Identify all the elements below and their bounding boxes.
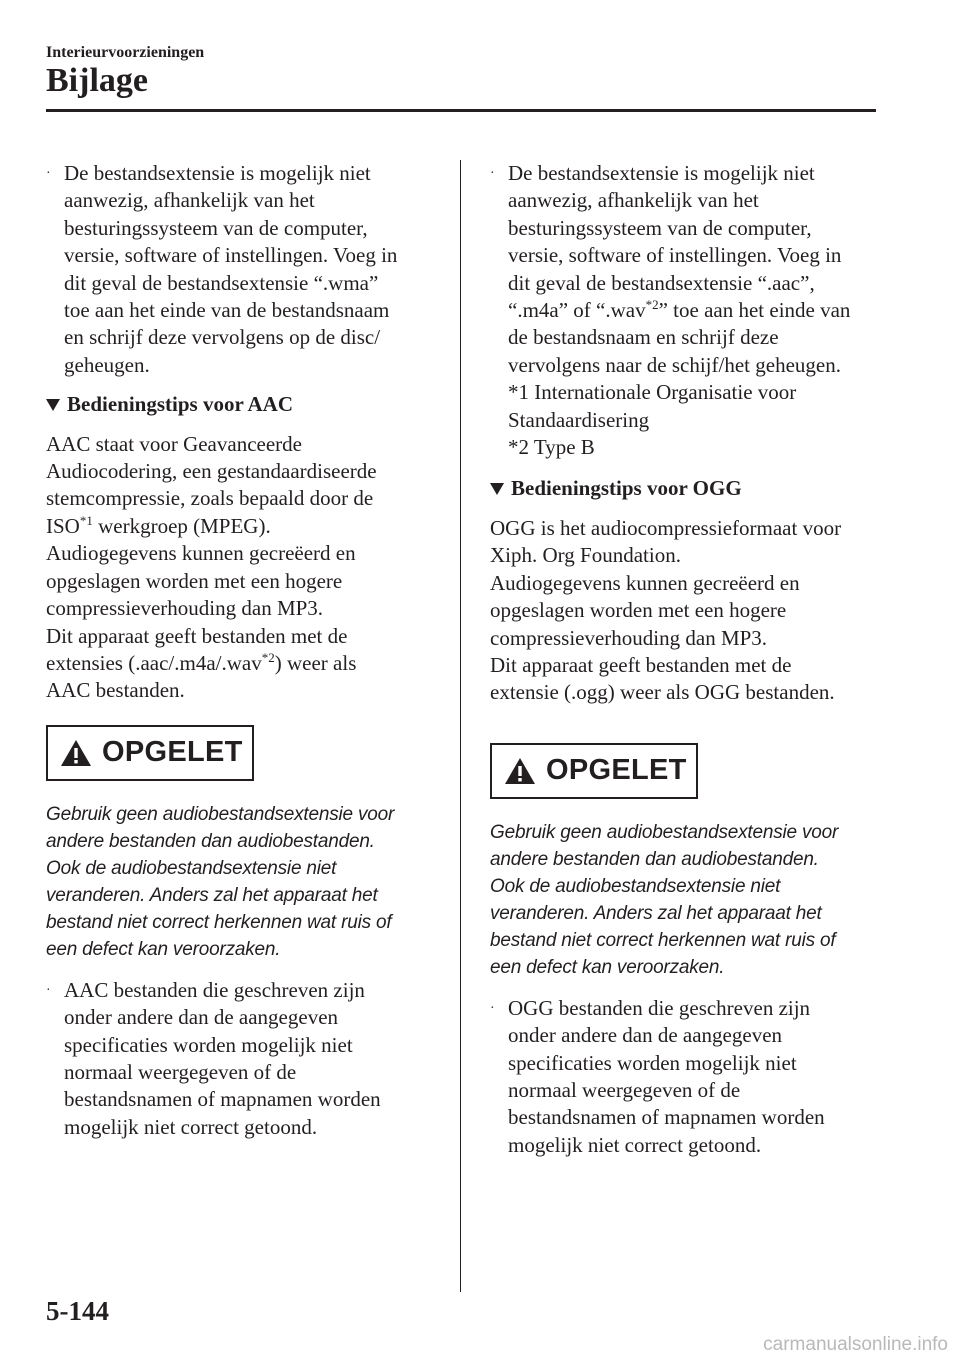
text-line: Gebruik geen audiobestandsextensie voor (46, 803, 395, 825)
text-line: Audiogegevens kunnen gecreëerd en (490, 570, 800, 595)
triangle-down-icon (46, 399, 60, 411)
caution-box-wrapper (490, 743, 875, 799)
caution-label: OPGELET (102, 736, 243, 769)
right-column (490, 160, 875, 1159)
text-line: andere bestanden dan audiobestanden. (490, 848, 819, 870)
text-span: “.m4a” of “.wav (508, 298, 646, 323)
text-line: besturingssysteem van de computer, (508, 215, 812, 240)
text-line (508, 297, 875, 324)
caution-label: OPGELET (546, 754, 687, 787)
text-line: De bestandsextensie is mogelijk niet (64, 161, 371, 185)
bullet-dot: · (46, 166, 51, 181)
text-line: dit geval de bestandsextensie “.aac”, (508, 270, 815, 295)
text-line: besturingssysteem van de computer, (64, 215, 368, 240)
text-line: versie, software of instellingen. Voeg in (64, 243, 398, 268)
text-line: stemcompressie, zoals bepaald door de (46, 486, 374, 511)
text-line: Gebruik geen audiobestandsextensie voor (490, 821, 839, 843)
text-line: aanwezig, afhankelijk van het (64, 188, 315, 213)
caution-text (46, 801, 431, 963)
warning-triangle-icon (504, 757, 536, 785)
text-line: Standaardisering (508, 407, 650, 432)
caution-box (490, 743, 698, 799)
text-line: een defect kan veroorzaken. (490, 956, 725, 978)
text-line: AAC bestanden die geschreven zijn (64, 977, 365, 1002)
text-span: werkgroep (MPEG). (92, 513, 271, 538)
text-line: veranderen. Anders zal het apparaat het (490, 902, 822, 924)
text-line: opgeslagen worden met een hogere (46, 568, 343, 593)
column-divider (460, 160, 461, 1292)
text-line: aanwezig, afhankelijk van het (508, 188, 759, 213)
left-bullet-extension (46, 160, 431, 379)
text-span: ” toe aan het einde van (658, 298, 851, 323)
text-line: normaal weergegeven of de (64, 1059, 297, 1084)
watermark-link[interactable]: carmanualsonline.info (763, 1334, 948, 1355)
text-line: Dit apparaat geeft bestanden met de (490, 652, 792, 677)
bullet-dot: · (490, 166, 495, 181)
warning-triangle-icon (60, 739, 92, 767)
text-span: extensies (.aac/.m4a/.wav (46, 650, 262, 675)
text-line (46, 513, 431, 540)
page-title: Bijlage (46, 62, 148, 99)
text-line: opgeslagen worden met een hogere (490, 598, 787, 623)
heading-text: Bedieningstips voor AAC (67, 392, 293, 417)
text-line: Ook de audiobestandsextensie niet (490, 875, 781, 897)
aac-paragraph (46, 431, 431, 705)
text-line: compressieverhouding dan MP3. (490, 625, 768, 650)
text-line: De bestandsextensie is mogelijk niet (508, 161, 815, 185)
text-line (46, 650, 431, 677)
header-kicker: Interieurvoorzieningen (46, 44, 205, 61)
text-span: ISO (46, 513, 80, 538)
text-line: bestand niet correct herkennen wat ruis of (490, 929, 836, 951)
text-line: een defect kan veroorzaken. (46, 938, 281, 960)
text-line: specificaties worden mogelijk niet (64, 1032, 353, 1057)
ogg-paragraph (490, 515, 875, 707)
text-line: de bestandsnaam en schrijf deze (508, 325, 779, 350)
header-rule (46, 109, 876, 112)
bullet-dot: · (46, 982, 51, 998)
text-line: OGG is het audiocompressieformaat voor (490, 515, 842, 540)
section-heading-aac (46, 391, 431, 418)
text-line: Ook de audiobestandsextensie niet (46, 857, 337, 879)
left-bullet-aac-files (46, 977, 431, 1141)
text-line: mogelijk niet correct getoond. (508, 1132, 762, 1157)
text-line: versie, software of instellingen. Voeg in (508, 243, 842, 268)
right-bullet-ogg-files (490, 995, 875, 1159)
text-line: AAC staat voor Geavanceerde (46, 431, 302, 456)
caution-box-wrapper (46, 725, 431, 781)
text-line: compressieverhouding dan MP3. (46, 596, 324, 621)
footnote-ref: *2 (645, 297, 659, 313)
text-line: mogelijk niet correct getoond. (64, 1114, 318, 1139)
text-line: Audiocodering, een gestandaardiseerde (46, 459, 377, 484)
footnote-1: *1 Internationale Organisatie voor (508, 380, 797, 405)
text-line: Audiogegevens kunnen gecreëerd en (46, 541, 356, 566)
text-line: veranderen. Anders zal het apparaat het (46, 884, 378, 906)
text-line: extensie (.ogg) weer als OGG bestanden. (490, 680, 835, 705)
text-line: bestandsnamen of mapnamen worden (64, 1087, 381, 1112)
text-line: dit geval de bestandsextensie “.wma” (64, 270, 379, 295)
text-line: toe aan het einde van de bestandsnaam (64, 298, 390, 323)
caution-text (490, 819, 875, 981)
text-line: normaal weergegeven of de (508, 1077, 741, 1102)
triangle-down-icon (490, 483, 504, 495)
text-line: vervolgens naar de schijf/het geheugen. (508, 352, 841, 377)
text-line: specificaties worden mogelijk niet (508, 1050, 797, 1075)
text-span: ) weer als (274, 650, 357, 675)
text-line: bestand niet correct herkennen wat ruis of (46, 911, 392, 933)
text-line: onder andere dan de aangegeven (64, 1005, 339, 1030)
right-bullet-extension (490, 160, 875, 461)
text-line: onder andere dan de aangegeven (508, 1023, 783, 1048)
text-line: en schrijf deze vervolgens op de disc/ (64, 325, 381, 350)
caution-box (46, 725, 254, 781)
text-line: andere bestanden dan audiobestanden. (46, 830, 375, 852)
page-number: 5-144 (46, 1296, 109, 1326)
text-line: Xiph. Org Foundation. (490, 543, 681, 568)
heading-text: Bedieningstips voor OGG (511, 476, 742, 501)
footnote-2: *2 Type B (508, 435, 595, 460)
text-line: geheugen. (64, 352, 150, 377)
bullet-dot: · (490, 1000, 495, 1016)
left-column (46, 160, 431, 1141)
text-line: AAC bestanden. (46, 678, 185, 703)
section-heading-ogg (490, 475, 875, 502)
footnote-ref: *1 (79, 512, 93, 528)
text-line: bestandsnamen of mapnamen worden (508, 1105, 825, 1130)
text-line: Dit apparaat geeft bestanden met de (46, 623, 348, 648)
text-line: OGG bestanden die geschreven zijn (508, 995, 811, 1020)
footnote-ref: *2 (261, 649, 275, 665)
